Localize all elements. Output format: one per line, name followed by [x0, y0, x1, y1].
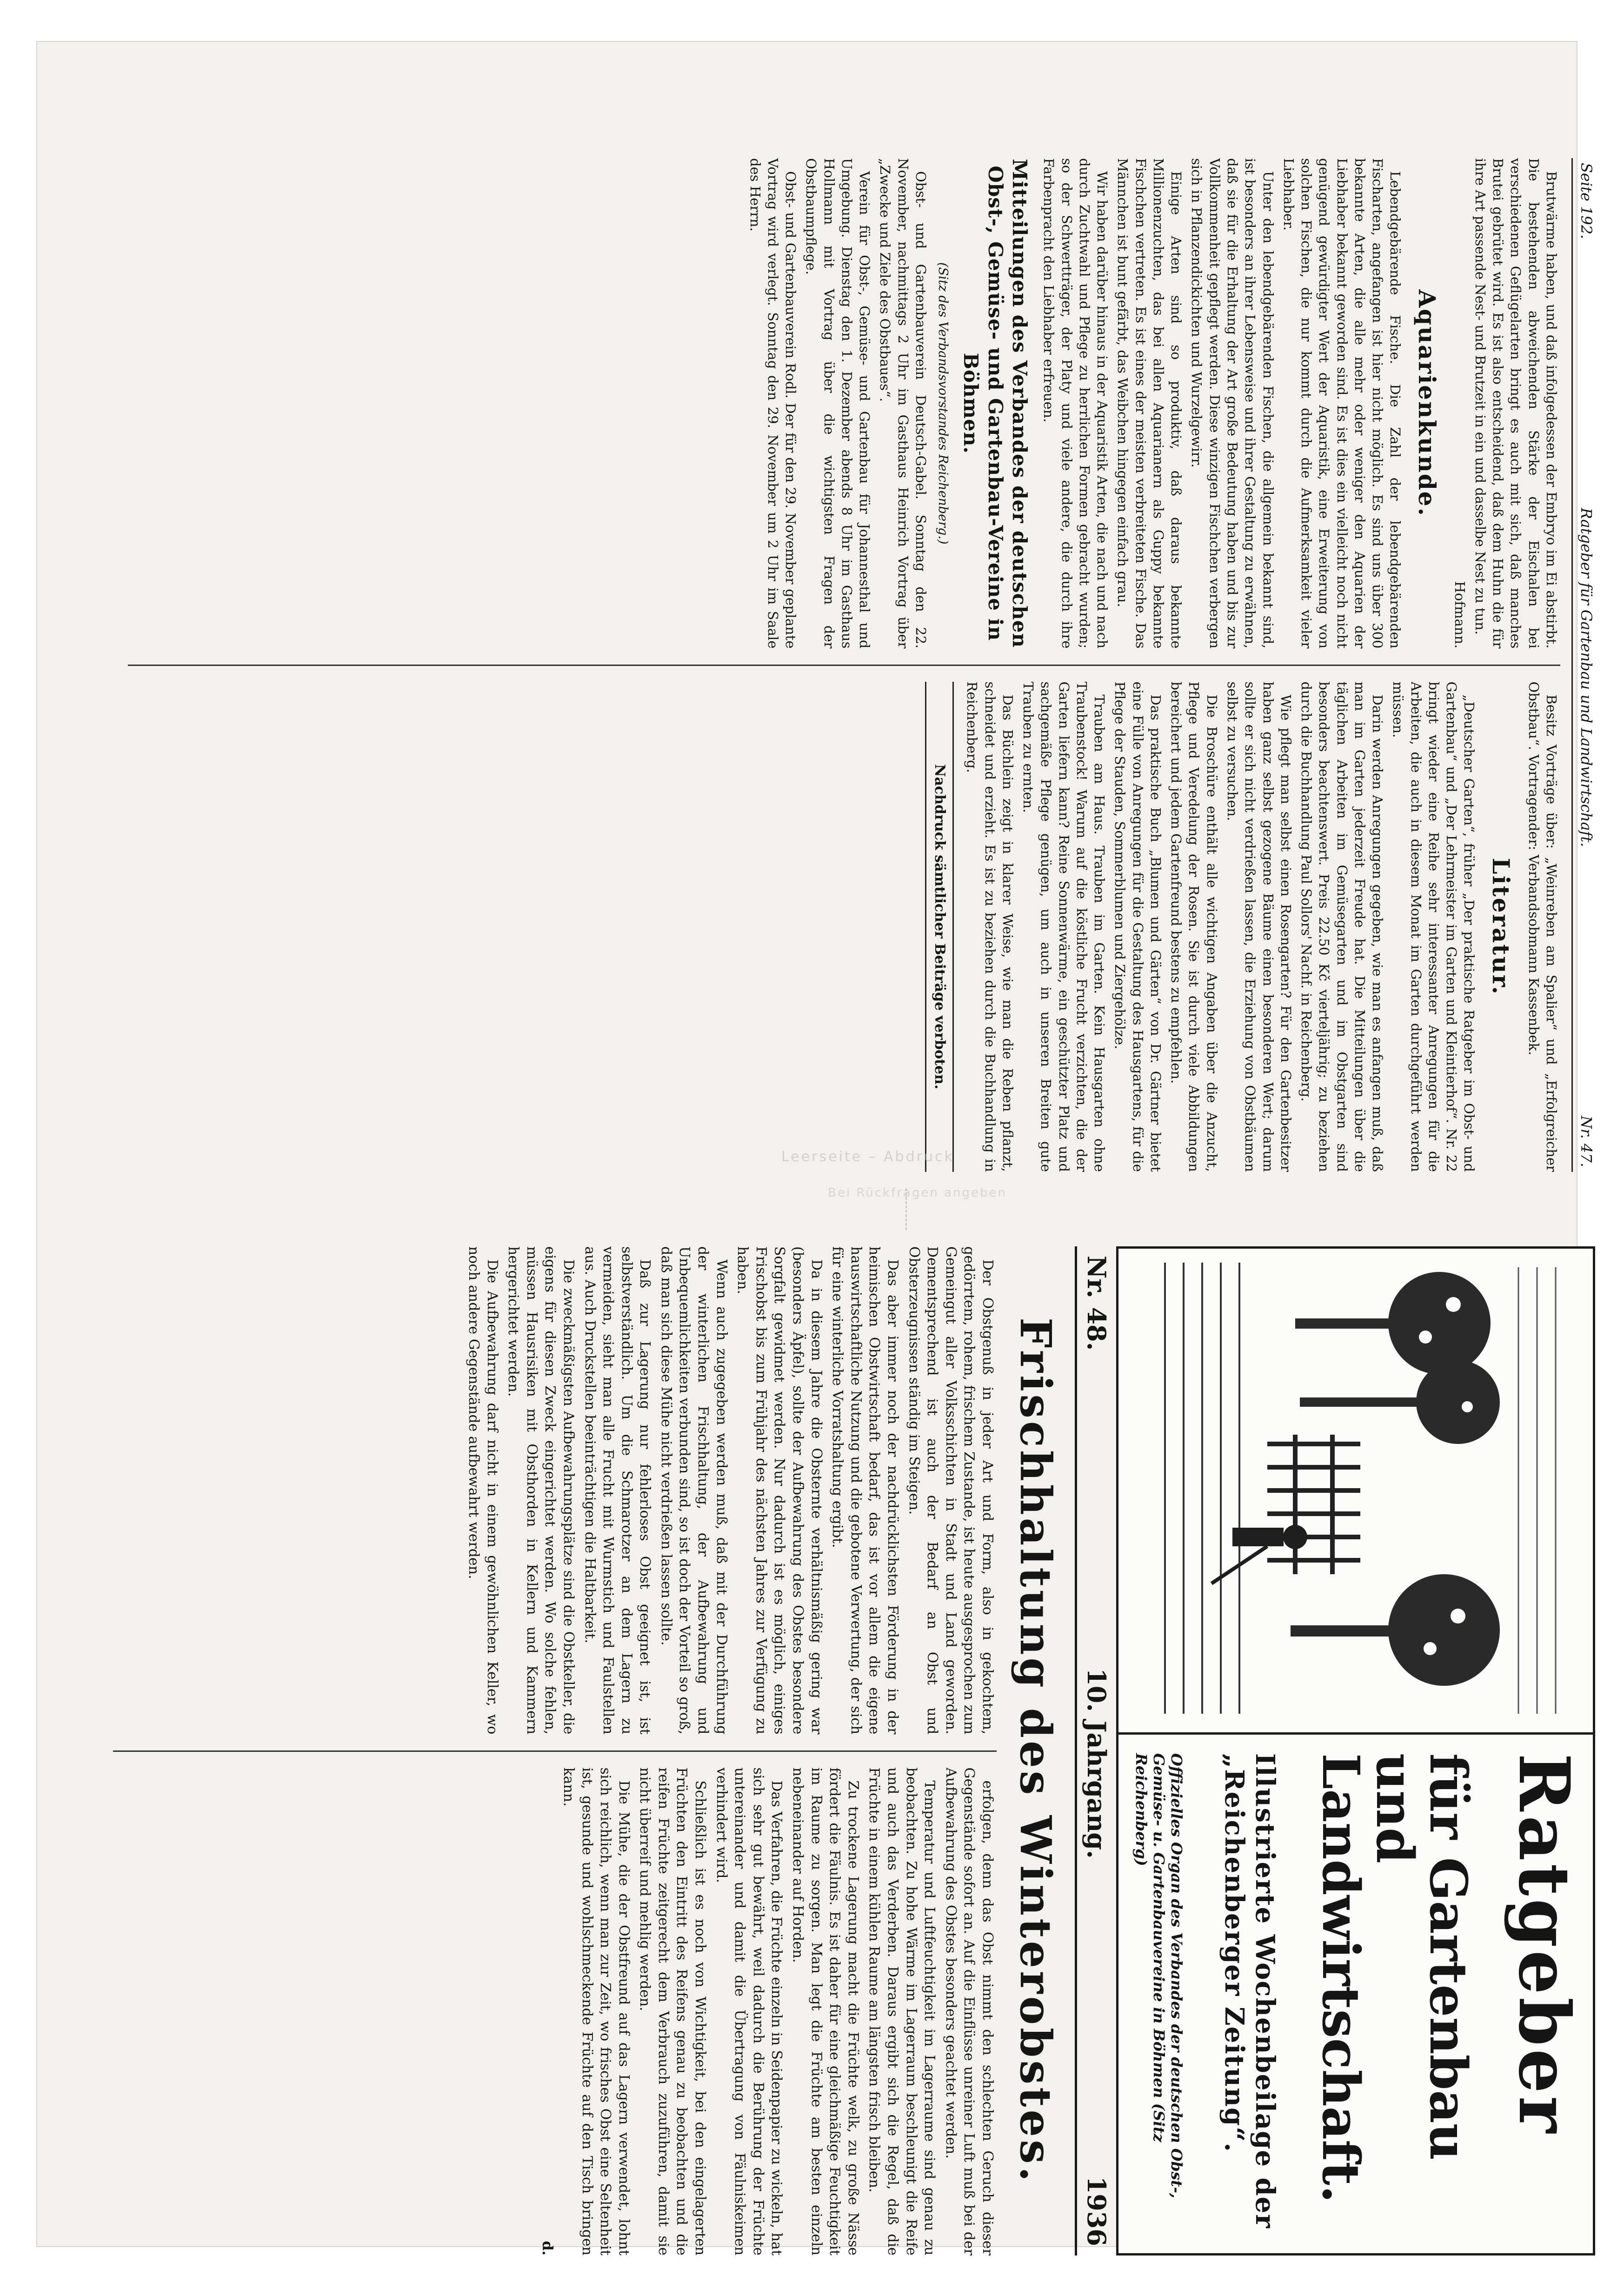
- paragraph: Die Broschüre enthält alle wichtigen Angaben über die Anzucht, Pflege und Veredelung der Rosen. Sie ist durch viele Abbildungen bereichert und jedem Gartenfreund bestens zu empfehlen.: [1168, 681, 1220, 1172]
- paragraph: Unter den lebendgebärenden Fischen, die allgemein bekannt sind, ist besonders an ihrer Lebensweise und ihrer Gestaltung zu erwähnen, daß sie für die Erhaltung der Art große Bedeutung haben und bis zur Vollkommenheit gepflegt werden. Diese winzigen Fischchen verbergen sich in Pflanzendickichten und Wurzelgewirr.: [1189, 158, 1276, 649]
- paragraph: Daß zur Lagerung nur fehlerloses Obst geeignet ist, ist selbstverständlich. Um die Schmarotzer an dem Lagern zu vermeiden, sieht man alle Frucht mit Wurmstich und Faulstellen aus. Auch Druckstellen beeinträchtigen die Haltbarkeit.: [581, 1246, 653, 1735]
- scan-artifact: Leerseite – Abdruck: [781, 1149, 954, 1165]
- paragraph: Das Büchlein zeigt in klarer Weise, wie man die Reben pflanzt, schneidet und erzieht. Es ist zu beziehen durch die Buchhandlung in Reichenberg.: [964, 681, 1016, 1172]
- paragraph: Das praktische Buch „Blumen und Gärten“ von Dr. Gärtner bietet eine Fülle von Anregungen für die Gestaltung des Hausgartens, für die Pflege der Stauden, Sommerblumen und Ziergehölze.: [1112, 681, 1164, 1172]
- rotated-newspaper-page: [88, 144, 1604, 2265]
- paragraph: Brutwärme haben, und daß infolgedessen der Embryo im Ei abstirbt. Die bestehenden abweichenden Stärke der Eischalen bei verschiedenen Geflügelarten bringt es auch mit sich, daß manches Brutei gebrütet wird. Es ist also entscheidend, daß dem Huhn die für ihre Art passende Nest- und Brutzeit in ein und dasselbe Nest zu tun.: [1472, 158, 1559, 649]
- reprint-notice: Nachdruck sämtlicher Beiträge verboten.: [925, 682, 954, 1172]
- paragraph: Wie pflegt man selbst einen Rosengarten? Für den Gartenbesitzer haben ganz selbst gezogene Bäume einen besonderen Wert; darum sollte er sich nicht verdrießen lassen, die Erziehung von Obstbäumen selbst zu versuchen.: [1225, 681, 1294, 1172]
- paragraph: Lebendgebärende Fische. Die Zahl der lebendgebärenden Fischarten, angefangen ist hier nicht möglich. Es sind uns über 300 bekannte Arten, die alle mehr oder weniger den Aquarien der Liebhaber bekannt geworden sind. Es ist dies ein vielleicht noch nicht genügend gewürdigter Wert der Aquaristik, eine Erweiterung von solchen Fischen, die nur kommt durch die Aufmerksamkeit vieler Liebhaber.: [1280, 158, 1404, 649]
- feature-column-1: [113, 1246, 997, 1735]
- scanned-sheet: [37, 42, 1595, 2255]
- section-subheading: (Sitz des Verbandsvorstandes Reichenberg.): [935, 262, 950, 545]
- masthead-illustration: [1118, 1249, 1593, 1735]
- masthead-title-block: [1118, 1735, 1593, 2253]
- feature-columns: [113, 1246, 997, 2255]
- section-heading-literature: Literatur.: [1487, 858, 1515, 996]
- paragraph: Verein für Obst-, Gemüse- und Gartenbau für Johannesthal und Umgebung. Dienstag den 1. Dezember abends 8 Uhr im Gasthaus Hollmann mit Vortrag über die wichtigsten Fragen der Obstbaumpflege.: [803, 158, 873, 649]
- paragraph: Der Obstgenuß in jeder Art und Form, also in gekochtem, gedörrtem, rohem, frischem Zustande, ist heute ausgesprochen zum Gemeingut aller Volksschichten in Stadt und Land geworden. Dementsprechend ist auch der Bedarf an Obst und Obsterzeugnissen ständig im Steigen.: [905, 1246, 996, 1735]
- column-rule: [128, 665, 1560, 666]
- author-signature: d.: [539, 2241, 556, 2255]
- masthead-tagline: Illustrierte Wochenbeilage der „Reichenberger Zeitung“.: [1219, 1753, 1281, 2229]
- paragraph: Trauben am Haus. Trauben im Garten. Kein Hausgarten ohne Traubenstock! Warum auf die köstliche Frucht verzichten, die der Garten liefern kann? Reine Sonnenwärme, ein geschützter Platz und sachgemäße Pflege genügen, um auch in unseren Breiten gute Trauben zu ernten.: [1020, 681, 1108, 1172]
- left-column-1: [128, 158, 1560, 649]
- garden-scene-icon: [1118, 1249, 1593, 1730]
- author-signature: Hofmann.: [1451, 581, 1468, 649]
- paragraph: Wir haben darüber hinaus in der Aquaristik Arten, die nach und nach durch Zuchtwahl und Pflege zu herrlichen Formen gebracht wurden; so der Schwertträger, der Platy und viele andere, die durch ihre Farbenpracht den Liebhaber erfreuen.: [1041, 158, 1111, 649]
- paragraph: Obst- und Gartenbauverein Deutsch-Gabel. Sonntag den 22. November, nachmittags 2 Uhr im Gasthaus Heinrich Vortrag über „Zwecke und Ziele des Obstbaues“.: [877, 158, 929, 649]
- paragraph: Besitz Vorträge über: „Weinreben am Spalier“ und „Erfolgreicher Obstbau“. Vortragender: Verbandsobmann Kassenbek.: [1525, 681, 1559, 1172]
- paragraph: Schließlich ist es noch von Wichtigkeit, bei den eingelagerten Früchten den Eintritt des Reifens genau zu beobachten und die reifen Früchte zeitgerecht dem Verbrauch zuzuführen, damit sie nicht überreif und mehlig werden.: [637, 1767, 709, 2255]
- issue-number: Nr. 48.: [1082, 1256, 1112, 1351]
- masthead-title: Ratgeber: [1503, 1753, 1585, 2136]
- paragraph: „Deutscher Garten“, früher „Der praktische Ratgeber im Obst- und Gartenbau“ und „Der Lehrmeister im Garten und Kleintierhof“. Nr. 22 bringt wieder eine Reihe sehr interessanter Anregungen für die Arbeiten, die auch in diesem Monat im Garten durchgeführt werden müssen.: [1390, 681, 1478, 1172]
- masthead-subtitle: für Gartenbau und Landwirtschaft.: [1311, 1753, 1479, 2203]
- running-head: [1571, 158, 1595, 1172]
- right-page: [88, 1232, 1604, 2265]
- left-column-2: [128, 682, 1560, 1172]
- feature-column-2: [113, 1768, 997, 2256]
- paragraph: Temperatur und Luftfeuchtigkeit im Lagerraume sind genau zu beobachten. Zu hohe Wärme im Lagerraum beschleunigt die Reife und auch das Verderben. Daraus ergibt sich die Regel, daß die Früchte in einem kühlen Raume am längsten frisch bleiben.: [866, 1767, 938, 2255]
- paragraph: Einige Arten sind so produktiv, daß daraus bekannte Millionenzuchten, das bei allen Aquarianern als Guppy bekannte Fischchen vertreten. Es ist eines der meisten verbreiteten Fische. Das Männchen ist bunt gefärbt, das Weibchen hingegen einfach grau.: [1115, 158, 1185, 649]
- paragraph: Die Aufbewahrung darf nicht in einem gewöhnlichen Keller, wo noch andere Gegenstände aufbewahrt werden.: [465, 1246, 500, 1735]
- column-rule: [113, 1750, 997, 1752]
- masthead: [1116, 1246, 1595, 2255]
- section-heading-association: Mitteilungen des Verbandes der deutschen Obst-, Gemüse- und Gartenbau-Vereine in Böhmen.: [959, 159, 1032, 648]
- feature-title: Frischhaltung des Winterobstes.: [1011, 1317, 1061, 2184]
- paragraph: Die zweckmäßigsten Aufbewahrungsplätze sind die Obstkeller, die eigens für diesen Zweck eingerichtet werden. Wo solche fehlen, müssen Hausrisiken mit Obsthorden in Kellern und Kammern hergerichtet werden.: [505, 1246, 577, 1735]
- paragraph: erfolgen, denn das Obst nimmt den schlechten Geruch dieser Gegenstände sofort an. Auf die Einflüsse unreiner Luft muß bei der Aufbewahrung des Obstes besonders geachtet werden.: [942, 1767, 996, 2255]
- paragraph: Wenn auch zugegeben werden muß, daß mit der Durchführung der winterlichen Frischhaltung, der Aufbewahrung und Unbequemlichkeiten verbunden sind, so ist doch der Vorteil so groß, daß man sich diese Mühe nicht verdrießen lassen sollte.: [658, 1246, 730, 1735]
- running-title: Ratgeber für Gartenbau und Landwirtschaft.: [1577, 507, 1595, 847]
- paragraph: Die Mühe, die der Obstfreund auf das Lagern verwendet, lohnt sich reichlich, wenn man zur Zeit, wo frisches Obst eine Seltenheit ist, gesunde und wohlschmeckende Früchte auf den Tisch bringen kann.: [560, 1767, 632, 2255]
- left-columns: [128, 158, 1560, 1172]
- masthead-organisation: Offizielles Organ des Verbandes der deutschen Obst-, Gemüse- u. Gartenbauvereine in Böhmen (Sitz Reichenberg): [1132, 1753, 1185, 2199]
- paragraph: Obst- und Gartenbauverein Rodl. Der für den 29. November geplante Vortrag wird verlegt. Sonntag den 29. November um 2 Uhr im Saale des Herrn.: [747, 158, 799, 649]
- page-number: Nr. 47.: [1577, 1115, 1595, 1167]
- issue-bar: [1075, 1246, 1116, 2255]
- year: 1936: [1082, 2176, 1112, 2246]
- page-label: Seite 192.: [1577, 163, 1595, 240]
- paragraph: Das aber immer noch der nachdrücklichsten Förderung in der heimischen Obstwirtschaft bedarf, das ist vor allem die eigene hauswirtschaftliche Nutzung und die gebotene Verwertung, der sich für eine winterliche Vorratshaltung ergibt.: [829, 1246, 901, 1735]
- paragraph: Darin werden Anregungen gegeben, wie man es anfangen muß, daß man im Garten jederzeit Freude hat. Die Mitteilungen über die täglichen Arbeiten im Gemüsegarten und im Obstgarten sind besonders beachtenswert. Preis 22.50 Kč vierteljährig; zu beziehen durch die Buchhandlung Paul Sollors' Nachf. in Reichenberg.: [1298, 681, 1386, 1172]
- volume: 10. Jahrgang.: [1082, 1668, 1112, 1859]
- paragraph: Zu trockene Lagerung macht die Früchte welk, zu große Nässe fördert die Fäulnis. Es ist daher für eine gleichmäßige Feuchtigkeit im Raume zu sorgen. Man legt die Früchte am besten einzeln nebeneinander auf Horden.: [790, 1767, 861, 2255]
- section-heading-aquarium: Aquarienkunde.: [1413, 289, 1441, 518]
- left-page: [88, 144, 1604, 1186]
- paragraph: Das Verfahren, die Früchte einzeln in Seidenpapier zu wickeln, hat sich sehr gut bewährt, weil dadurch die Berührung der Früchte untereinander und damit die Übertragung von Fäulniskeimen verhindert wird.: [713, 1767, 785, 2255]
- scan-artifact: Bei Rückfragen angeben: [828, 1186, 1007, 1200]
- paragraph: Da in diesem Jahre die Obsternte verhältnismäßig gering war (besonders Äpfel), sollte der Aufbewahrung des Obstes besondere Sorgfalt gewidmet werden. Nur dadurch ist es möglich, einiges Frischobst bis zum Frühjahr des nächsten Jahres zur Verfügung zu haben.: [734, 1246, 825, 1735]
